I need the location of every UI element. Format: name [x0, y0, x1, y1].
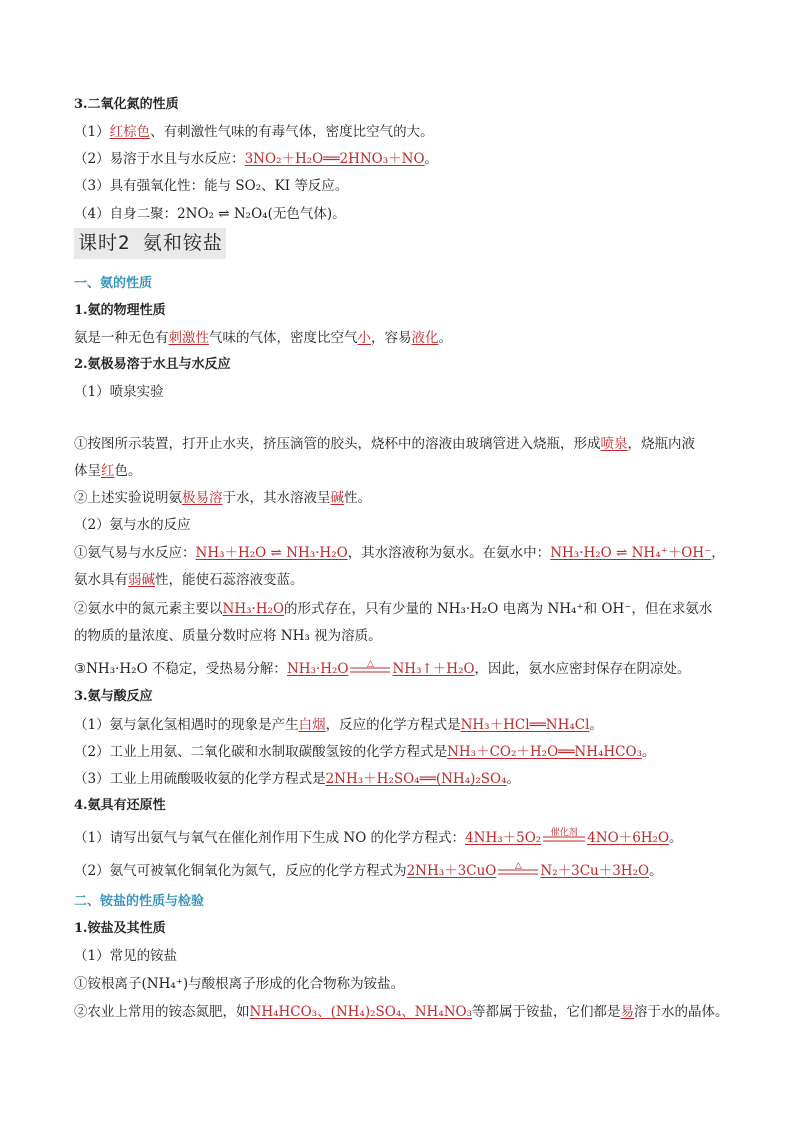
lesson-heading: 课时2 氨和铵盐	[74, 228, 226, 259]
text-line: ②上述实验说明氨极易溶于水，其水溶液呈碱性。	[74, 490, 371, 506]
text-line: （1）红棕色、有刺激性气味的有毒气体，密度比空气的大。	[74, 124, 434, 140]
section-heading: 一、氨的性质	[74, 276, 153, 291]
answer-blank: 易	[620, 1004, 635, 1020]
text-line: （2）氨与水的反应	[74, 517, 191, 533]
subsection-title: 1.氨的物理性质	[74, 303, 166, 318]
text-line: （4）自身二聚：2NO₂ ⇌ N₂O₄(无色气体)。	[74, 206, 346, 222]
section-heading: 二、铵盐的性质与检验	[74, 894, 205, 909]
section-title: 3.二氧化氮的性质	[74, 97, 179, 112]
answer-blank: 4NH₃＋5O₂	[465, 830, 542, 846]
text-line: ①按图所示装置，打开止水夹，挤压滴管的胶头，烧杯中的溶液由玻璃管进入烧瓶，形成喷泉，烧瓶内液	[74, 436, 695, 452]
answer-blank: NH₃↑＋H₂O	[392, 661, 475, 677]
answer-blank: NH₄HCO₃、(NH₄)₂SO₄、NH₄NO₃	[249, 1004, 473, 1020]
answer-blank: 2NH₃＋H₂SO₄══(NH₄)₂SO₄	[325, 771, 507, 787]
text-line: ②农业上常用的铵态氮肥，如NH₄HCO₃、(NH₄)₂SO₄、NH₄NO₃等都属于铵盐，它们都是易溶于水的晶体。	[74, 1004, 729, 1020]
text-line: （1）氨与氯化氢相遇时的现象是产生白烟，反应的化学方程式是NH₃＋HCl══NH₄Cl。	[74, 717, 603, 733]
answer-blank: 液化	[411, 330, 439, 346]
text-line: （2）工业上用氨、二氧化碳和水制取碳酸氢铵的化学方程式是NH₃＋CO₂＋H₂O══NH₄HCO₃。	[74, 744, 656, 760]
text-line: （2）易溶于水且与水反应：3NO₂＋H₂O══2HNO₃＋NO。	[74, 151, 439, 167]
text-line: 体呈红色。	[74, 463, 142, 479]
subsection-title: 1.铵盐及其性质	[74, 921, 166, 936]
answer-blank: 刺激性	[168, 330, 209, 346]
answer-blank: 红棕色	[109, 124, 151, 140]
answer-blank: 红	[101, 463, 115, 479]
text-line: 氨水具有弱碱性，能使石蕊溶液变蓝。	[74, 572, 304, 588]
text-line: （3）工业上用硫酸吸收氨的化学方程式是2NH₃＋H₂SO₄══(NH₄)₂SO₄。	[74, 771, 521, 787]
answer-blank: NH₃·H₂O	[222, 601, 285, 617]
answer-blank: 碱	[330, 490, 344, 506]
text-line: ①氨气易与水反应：NH₃＋H₂O ⇌ NH₃·H₂O，其水溶液称为氨水。在氨水中：NH₃·H₂O ⇌ NH₄⁺＋OH⁻，	[74, 545, 725, 561]
answer-blank: NH₃＋HCl══NH₄Cl	[460, 717, 590, 733]
answer-blank: NH₃＋CO₂＋H₂O══NH₄HCO₃	[447, 744, 642, 760]
answer-blank: 3NO₂＋H₂O══2HNO₃＋NO	[244, 151, 425, 167]
text-line: （1）喷泉实验	[74, 384, 164, 400]
reaction-arrow: △	[514, 860, 522, 871]
answer-blank: 白烟	[298, 717, 326, 733]
text-line: 氨是一种无色有刺激性气味的气体，密度比空气小，容易液化。	[74, 330, 452, 346]
answer-blank: NH₃·H₂O	[286, 661, 349, 677]
answer-blank: 弱碱	[128, 572, 155, 588]
answer-blank: N₂＋3Cu＋3H₂O	[540, 863, 650, 879]
text-line: ①铵根离子(NH₄⁺)与酸根离子形成的化合物称为铵盐。	[74, 976, 405, 992]
text-line: ②氨水中的氮元素主要以NH₃·H₂O的形式存在，只有少量的 NH₃·H₂O 电离为 NH₄⁺和 OH⁻，但在求氨水	[74, 601, 713, 617]
text-line: 的物质的量浓度、质量分数时应将 NH₃ 视为溶质。	[74, 628, 382, 644]
answer-blank: 小	[357, 330, 371, 346]
text-line: （1）请写出氨气与氧气在催化剂作用下生成 NO 的化学方程式：4NH₃＋5O₂ 催化剂 4NO＋6H₂O。	[74, 827, 683, 846]
reaction-arrow: △	[367, 658, 374, 669]
text-line: （1）常见的铵盐	[74, 948, 178, 964]
answer-blank: NH₃·H₂O ⇌ NH₄⁺＋OH⁻	[550, 545, 712, 561]
subsection-title: 3.氨与酸反应	[74, 689, 153, 704]
reaction-arrow: 催化剂	[550, 827, 578, 838]
answer-blank: 喷泉	[600, 436, 628, 452]
answer-blank: 2NH₃＋3CuO	[406, 863, 497, 879]
text-line: ③NH₃·H₂O 不稳定，受热易分解：NH₃·H₂O △ NH₃↑＋H₂O，因此，氨水应密封保存在阴凉处。	[74, 658, 691, 677]
text-line: （2）氨气可被氧化铜氧化为氮气，反应的化学方程式为2NH₃＋3CuO △ N₂＋3Cu＋3H₂O。	[74, 860, 663, 879]
subsection-title: 4.氨具有还原性	[74, 798, 166, 813]
answer-blank: NH₃＋H₂O ⇌ NH₃·H₂O	[195, 545, 348, 561]
subsection-title: 2.氨极易溶于水且与水反应	[74, 357, 231, 372]
answer-blank: 4NO＋6H₂O	[587, 830, 670, 846]
text-line: （3）具有强氧化性：能与 SO₂、KI 等反应。	[74, 178, 349, 194]
answer-blank: 极易溶	[182, 490, 223, 506]
